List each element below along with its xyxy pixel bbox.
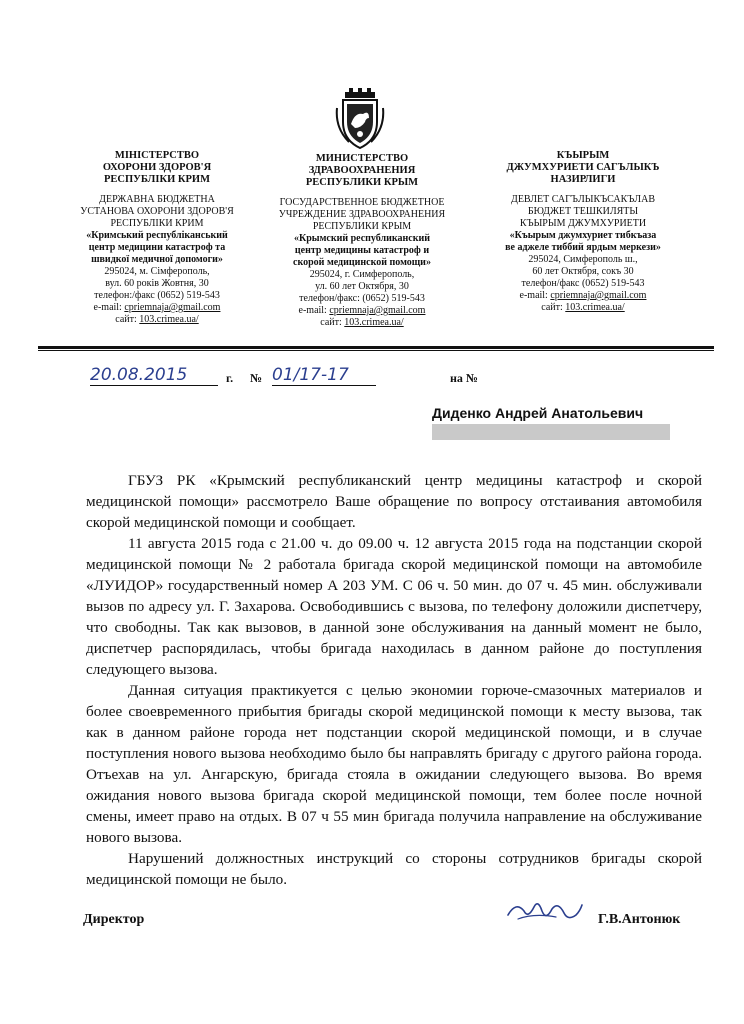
crh-email-link[interactable]: cpriemnaja@gmail.com — [550, 290, 647, 301]
ua-center-name: центр медицини катастроф та — [88, 242, 226, 253]
letter-body — [86, 470, 702, 890]
year-abbrev-label: г. — [226, 371, 234, 385]
ru-org-line: УЧРЕЖДЕНИЕ ЗДРАВООХРАНЕНИЯ — [278, 209, 446, 220]
ua-ministry-title: МІНІСТЕРСТВО ОХОРОНИ ЗДОРОВ'Я РЕСПУБЛІКИ КРИМ — [102, 150, 212, 185]
body-paragraph: ГБУЗ РК «Крымский республиканский центр медицины катастроф и скорой медицинской помощи» рассмотрело Ваше обращение по вопросу отстаивания автомобиля скорой медицинской помощи и сообщает. — [86, 472, 702, 531]
ua-email-line — [52, 302, 262, 314]
crh-address: 295024, Симферополь ш., — [528, 254, 638, 265]
crh-email-line — [478, 290, 688, 302]
header-divider — [38, 346, 714, 349]
crh-email-prefix: e-mail: — [519, 290, 551, 301]
ru-ministry-title: МИНИСТЕРСТВО ЗДРАВООХРАНЕНИЯ РЕСПУБЛИКИ КРЫМ — [305, 153, 419, 188]
ru-email-line — [262, 305, 462, 317]
ru-center-name: «Крымский республиканский — [293, 233, 431, 244]
ua-address: вул. 60 років Жовтня, 30 — [105, 278, 209, 289]
crh-org-line: КЪЫРЫМ ДЖУМХУРИЕТИ — [519, 218, 647, 229]
body-paragraph: 11 августа 2015 года с 21.00 ч. до 09.00 ч. 12 августа 2015 года на подстанции скорой медицинской помощи № 2 работала бригада скорой медицинской помощи на автомобиле «ЛУИДОР» государственный номер А 203 УМ. С 06 ч. 50 мин. до 07 ч. 45 мин. обслуживали вызов по адресу ул. Г. Захарова. Освободившись с вызова, по телефону доложили диспетчеру, что свободны. Так как вызовов, в данной зоне обслуживания на данный момент не было, диспетчер распорядилась, чтобы бригада находилась в данном районе до поступления следующего вызова. — [86, 535, 702, 678]
ua-org-line: ДЕРЖАВНА БЮДЖЕТНА — [99, 194, 215, 205]
crh-address: 60 лет Октября, сокъ 30 — [532, 266, 634, 277]
ua-center-name: швидкої медичної допомоги» — [91, 254, 223, 265]
recipient-name: Диденко Андрей Анатольевич — [432, 405, 644, 421]
outgoing-reference-line — [90, 365, 560, 389]
ru-email-prefix: e-mail: — [298, 305, 330, 316]
crh-site-line — [478, 302, 688, 314]
header-ua-column — [52, 150, 262, 326]
ua-email-prefix: e-mail: — [93, 302, 125, 313]
ru-site-link[interactable]: 103.crimea.ua/ — [344, 317, 404, 328]
ua-phone: телефон:/факс (0652) 519-543 — [94, 290, 220, 301]
ru-center-name: скорой медицинской помощи» — [293, 257, 431, 268]
crimea-emblem-icon — [333, 88, 387, 150]
handwritten-date: 20.08.2015 — [90, 365, 218, 386]
body-paragraph: Нарушений должностных инструкций со стороны сотрудников бригады скорой медицинской помощи не было. — [86, 850, 702, 888]
header-crh-column — [478, 150, 688, 314]
ua-address: 295024, м. Сімферополь, — [104, 266, 210, 277]
handwritten-number: 01/17-17 — [272, 365, 376, 386]
ru-address: ул. 60 лет Октября, 30 — [315, 281, 409, 292]
redacted-address-block — [432, 424, 670, 440]
crh-site-prefix: сайт: — [541, 302, 566, 313]
header-ru-column — [262, 153, 462, 329]
ru-email-link[interactable]: cpriemnaja@gmail.com — [329, 305, 426, 316]
body-paragraph: Данная ситуация практикуется с целью экономии горюче-смазочных материалов и более своевременного прибытия бригады скорой медицинской помощи к месту вызова, так как в данном районе города нет подстанции скорой медицинской помощи, и в случае поступления нового вызова необходимо было бы направлять бригаду с другого района города. Отъехав на ул. Ангарскую, бригада стояла в ожидании следующего вызова. Во время ожидания нового вызова бригада скорой медицинской помощи, тем более после ночной смены, имеет право на отдых. В 07 ч 55 мин бригада получила направление на обслуживание нового вызова. — [86, 682, 702, 846]
ru-phone: телефон/факс: (0652) 519-543 — [299, 293, 425, 304]
handwritten-signature — [504, 893, 584, 927]
ru-center-name: центр медицины катастроф и — [294, 245, 430, 256]
ua-site-prefix: сайт: — [115, 314, 140, 325]
crh-center-name: ве аджеле тиббий ярдым меркези» — [505, 242, 661, 253]
crh-center-name: «Къырым джумхуриет тибкъаза — [509, 230, 657, 241]
ua-site-line — [52, 314, 262, 326]
number-label: № — [250, 371, 263, 385]
ua-site-link[interactable]: 103.crimea.ua/ — [139, 314, 199, 325]
ru-org-line: РЕСПУБЛИКИ КРЫМ — [312, 221, 412, 232]
ru-site-line — [262, 317, 462, 329]
crh-phone: телефон/факс (0652) 519-543 — [521, 278, 645, 289]
crh-site-link[interactable]: 103.crimea.ua/ — [565, 302, 625, 313]
crh-org-line: ДЕВЛЕТ САГЪЛЫКЪСАКЪЛАВ — [511, 194, 655, 205]
ua-email-link[interactable]: cpriemnaja@gmail.com — [124, 302, 221, 313]
header-divider-thin — [38, 350, 714, 351]
reply-to-number-label: на № — [450, 371, 478, 385]
ua-center-name: «Кримський республіканський — [86, 230, 228, 241]
ru-address: 295024, г. Симферополь, — [309, 269, 415, 280]
ua-org-line: УСТАНОВА ОХОРОНИ ЗДОРОВ'Я — [80, 206, 234, 217]
ru-org-line: ГОСУДАРСТВЕННОЕ БЮДЖЕТНОЕ — [279, 197, 445, 208]
crh-org-line: БЮДЖЕТ ТЕШКИЛЯТЫ — [527, 206, 639, 217]
ru-site-prefix: сайт: — [320, 317, 345, 328]
signatory-name: Г.В.Антонюк — [598, 912, 681, 927]
signatory-position: Директор — [83, 912, 145, 927]
ua-org-line: РЕСПУБЛІКИ КРИМ — [110, 218, 204, 229]
crh-ministry-title: КЪЫРЫМ ДЖУМХУРИЕТИ САГЪЛЫКЪ НАЗИРЛИГИ — [506, 150, 660, 185]
